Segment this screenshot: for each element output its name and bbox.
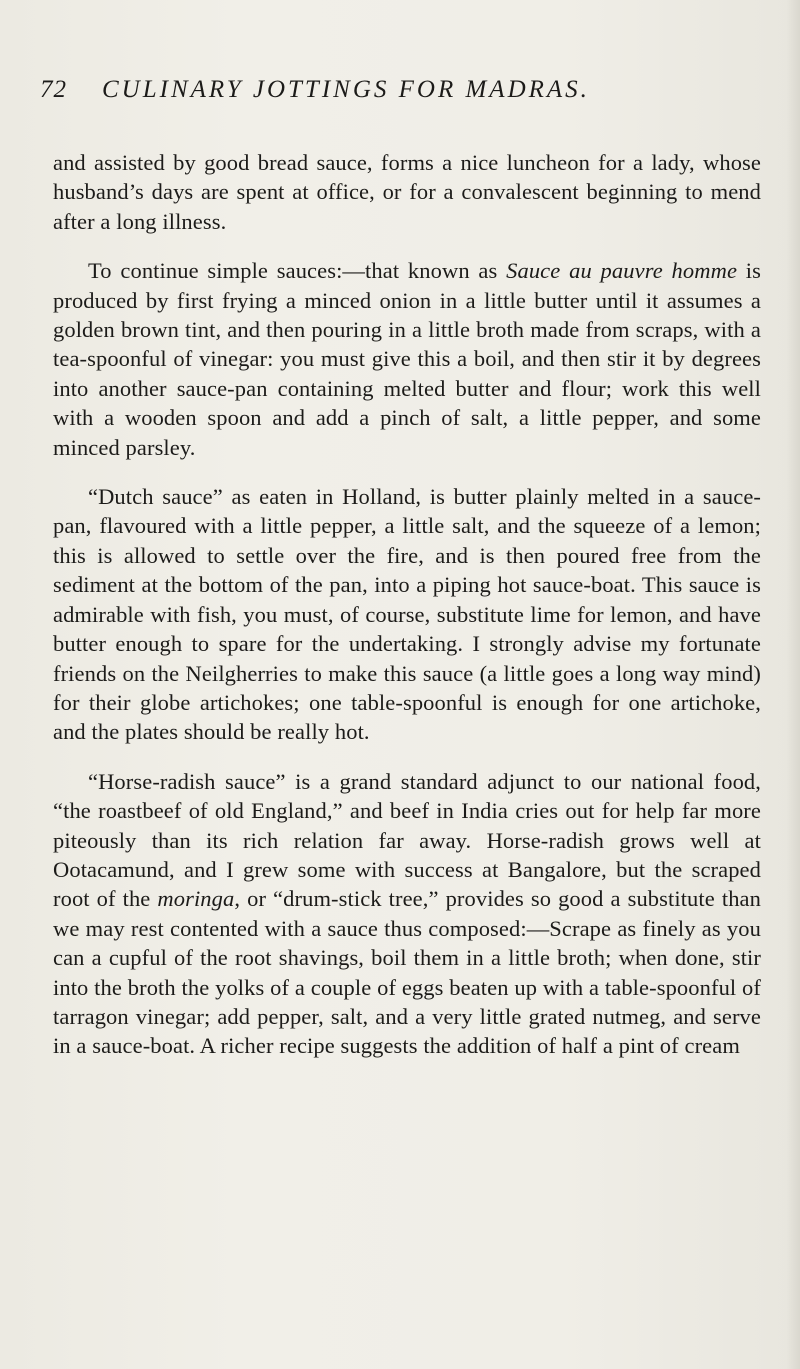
running-title: CULINARY JOTTINGS FOR MADRAS. <box>102 76 590 103</box>
paragraph-dutch-sauce <box>53 482 761 747</box>
paragraph-text-start: To continue simple sauces:—that known as <box>88 258 507 284</box>
paragraph-sauce-au-pauvre-homme <box>53 256 761 462</box>
paragraph-text: “Dutch sauce” as eaten in Holland, is butter plainly melted in a sauce-pan, flavoured with a little pepper, a little salt, and the squeeze of a lemon; this is allowed to settle over the fire, and is then poured free from the sediment at the bottom of the pan, into a piping hot sauce-boat. This sauce is admirable with fish, you must, of course, substitute lime for lemon, and have butter enough to spare for the undertaking. I strongly advise my fortunate friends on the Neilgherries to make this sauce (a little goes a long way mind) for their globe artichokes; one table-spoonful is enough for one artichoke, and the plates should be really hot. <box>53 484 761 745</box>
page-edge-shadow <box>786 0 800 1369</box>
running-head <box>40 76 760 116</box>
paragraph-text-end: is produced by first frying a minced onion in a little butter until it assumes a golden brown tint, and then pouring in a little broth made from scraps, with a tea-spoonful of vinegar: you must give this a boil, and then stir it by degrees into another sauce-pan containing melted butter and flour; work this well with a wooden spoon and add a pinch of salt, a little pepper, and some minced parsley. <box>53 258 762 460</box>
italic-plant-name: moringa <box>157 886 235 912</box>
paragraph-text-end: , or “drum-stick tree,” provides so good a substitute than we may rest contented with a sauce thus composed:—Scrape as finely as you can a cupful of the root shavings, boil them in a little broth; when done, stir into the broth the yolks of a couple of eggs beaten up with a table-spoonful of tarragon vinegar; add pepper, salt, and a very little grated nutmeg, and serve in a sauce-boat. A richer recipe suggests the addition of half a pint of cream <box>53 886 761 1059</box>
paragraph-text-start: “Horse-radish sauce” is a grand standard adjunct to our national food, “the roastbeef of old England,” and beef in India cries out for help far more piteously than its rich relation far away. Horse-radish grows well at Ootacamund, and I grew some with success at Bangalore, but the scraped root of the <box>53 768 761 912</box>
body-text <box>53 148 761 1061</box>
page-number: 72 <box>40 76 67 103</box>
paragraph-horse-radish-sauce <box>53 767 761 1061</box>
paragraph-bread-sauce-ending <box>53 148 761 236</box>
italic-sauce-name: Sauce au pauvre homme <box>506 258 738 284</box>
paragraph-text: and assisted by good bread sauce, forms a nice luncheon for a lady, whose husband’s days are spent at office, or for a convalescent beginning to mend after a long illness. <box>53 150 761 234</box>
